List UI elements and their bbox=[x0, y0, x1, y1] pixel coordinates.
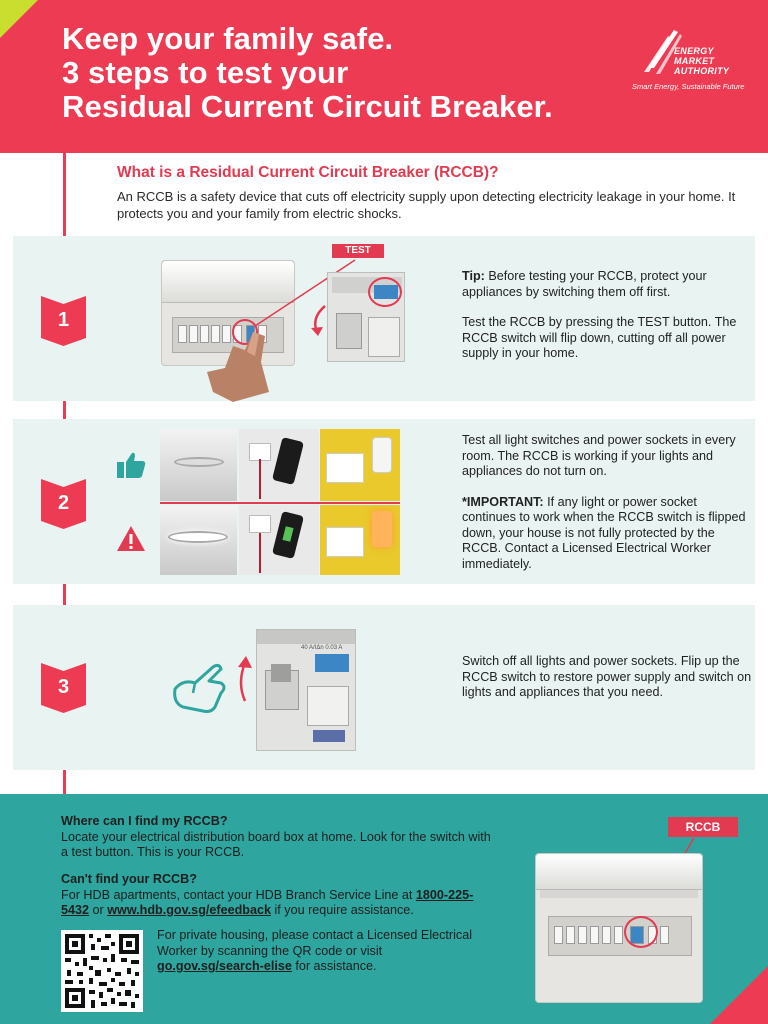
important-text: If any light or power socket continues to work when the RCCB switch is flipped down, your house is not fully protected by the RCCB. Contact a Licensed Electrical Worker immediately. bbox=[462, 494, 746, 571]
hdb-phone-link[interactable]: 1800-225-5432 bbox=[61, 887, 474, 917]
footer-q1 bbox=[61, 814, 501, 861]
important-label: *IMPORTANT: bbox=[462, 494, 544, 509]
hand-flip-up-icon bbox=[169, 659, 233, 715]
phone-not-charging-image bbox=[239, 429, 319, 501]
step-1-panel bbox=[13, 236, 755, 401]
logo-word-1: ENERGY bbox=[674, 46, 714, 56]
qr-code-icon bbox=[61, 930, 143, 1012]
logo-word-3: AUTHORITY bbox=[674, 66, 730, 76]
curved-arrow-up-icon bbox=[233, 653, 257, 703]
step-1-number: 1 bbox=[57, 309, 70, 331]
title-line-2: 3 steps to test your bbox=[62, 55, 349, 90]
distribution-board-footer-image bbox=[535, 853, 703, 1003]
step-1-body: Test the RCCB by pressing the TEST button. The RCCB switch will flip down, cutting off all power supply in your home. bbox=[462, 315, 737, 360]
footer-q2 bbox=[61, 872, 501, 919]
rccb-closeup-image bbox=[327, 272, 405, 362]
hdb-feedback-link[interactable]: www.hdb.gov.sg/efeedback bbox=[107, 903, 271, 917]
q2-or: or bbox=[89, 903, 108, 917]
rccb-label: RCCB bbox=[668, 817, 738, 837]
step-2-number: 2 bbox=[57, 492, 70, 514]
q2-body-pre: For HDB apartments, contact your HDB Branch Service Line at bbox=[61, 887, 416, 902]
logo-name bbox=[674, 46, 729, 76]
step-3-number: 3 bbox=[57, 676, 70, 698]
socket-lamp-on-image bbox=[320, 505, 400, 575]
rccb-device-image bbox=[256, 629, 356, 751]
tip-text: Before testing your RCCB, protect your appliances by switching them off first. bbox=[462, 269, 707, 299]
ema-logo bbox=[630, 26, 750, 96]
footer-private bbox=[157, 928, 487, 975]
q2-body-post: if you require assistance. bbox=[270, 903, 414, 917]
step-2-text bbox=[462, 433, 752, 587]
corner-accent-bottom bbox=[710, 966, 768, 1024]
phone-charging-image bbox=[239, 505, 319, 575]
ceiling-light-off-image bbox=[160, 429, 237, 501]
private-pre: For private housing, please contact a Licensed Electrical Worker by scanning the QR code or visit bbox=[157, 928, 473, 958]
step-3-panel bbox=[13, 605, 755, 770]
socket-lamp-off-image bbox=[320, 429, 400, 501]
header-banner bbox=[0, 0, 768, 153]
intro-heading: What is a Residual Current Circuit Breaker (RCCB)? bbox=[117, 164, 499, 181]
page-title bbox=[62, 22, 553, 124]
logo-word-2: MARKET bbox=[674, 56, 715, 66]
curved-arrow-down-icon bbox=[307, 304, 331, 338]
row-divider bbox=[160, 502, 400, 504]
step-3-body: Switch off all lights and power sockets. Flip up the RCCB switch to restore power supply and switch on lights and appliances that you need. bbox=[462, 654, 752, 699]
tip-label: Tip: bbox=[462, 269, 485, 283]
qr-code[interactable] bbox=[61, 930, 143, 1012]
q2-heading: Can't find your RCCB? bbox=[61, 872, 197, 886]
test-label: TEST bbox=[332, 244, 384, 258]
corner-accent bbox=[0, 0, 38, 38]
logo-tagline: Smart Energy, Sustainable Future bbox=[632, 82, 745, 91]
q1-body: Locate your electrical distribution board box at home. Look for the switch with a test button. This is your RCCB. bbox=[61, 829, 491, 859]
title-line-1: Keep your family safe. bbox=[62, 21, 394, 56]
step-1-text bbox=[462, 269, 752, 377]
step-2-panel bbox=[13, 419, 755, 584]
title-line-3: Residual Current Circuit Breaker. bbox=[62, 89, 553, 124]
warning-icon bbox=[116, 525, 146, 553]
private-post: for assistance. bbox=[291, 959, 377, 973]
ceiling-light-on-image bbox=[160, 505, 237, 575]
step-2-body: Test all light switches and power sockets in every room. The RCCB is working if your lights and appliances do not turn on. bbox=[462, 433, 736, 478]
elise-search-link[interactable]: go.gov.sg/search-elise bbox=[157, 959, 292, 973]
thumbs-up-icon bbox=[116, 451, 146, 479]
hand-pressing-icon bbox=[203, 332, 273, 402]
rccb-rating: 40 A/IΔn 0.03 A bbox=[301, 645, 343, 651]
q1-heading: Where can I find my RCCB? bbox=[61, 814, 228, 828]
step-3-text bbox=[462, 654, 752, 716]
intro-body: An RCCB is a safety device that cuts off electricity supply upon detecting electricity leakage in your home. It protects you and your family from electric shocks. bbox=[117, 189, 736, 221]
